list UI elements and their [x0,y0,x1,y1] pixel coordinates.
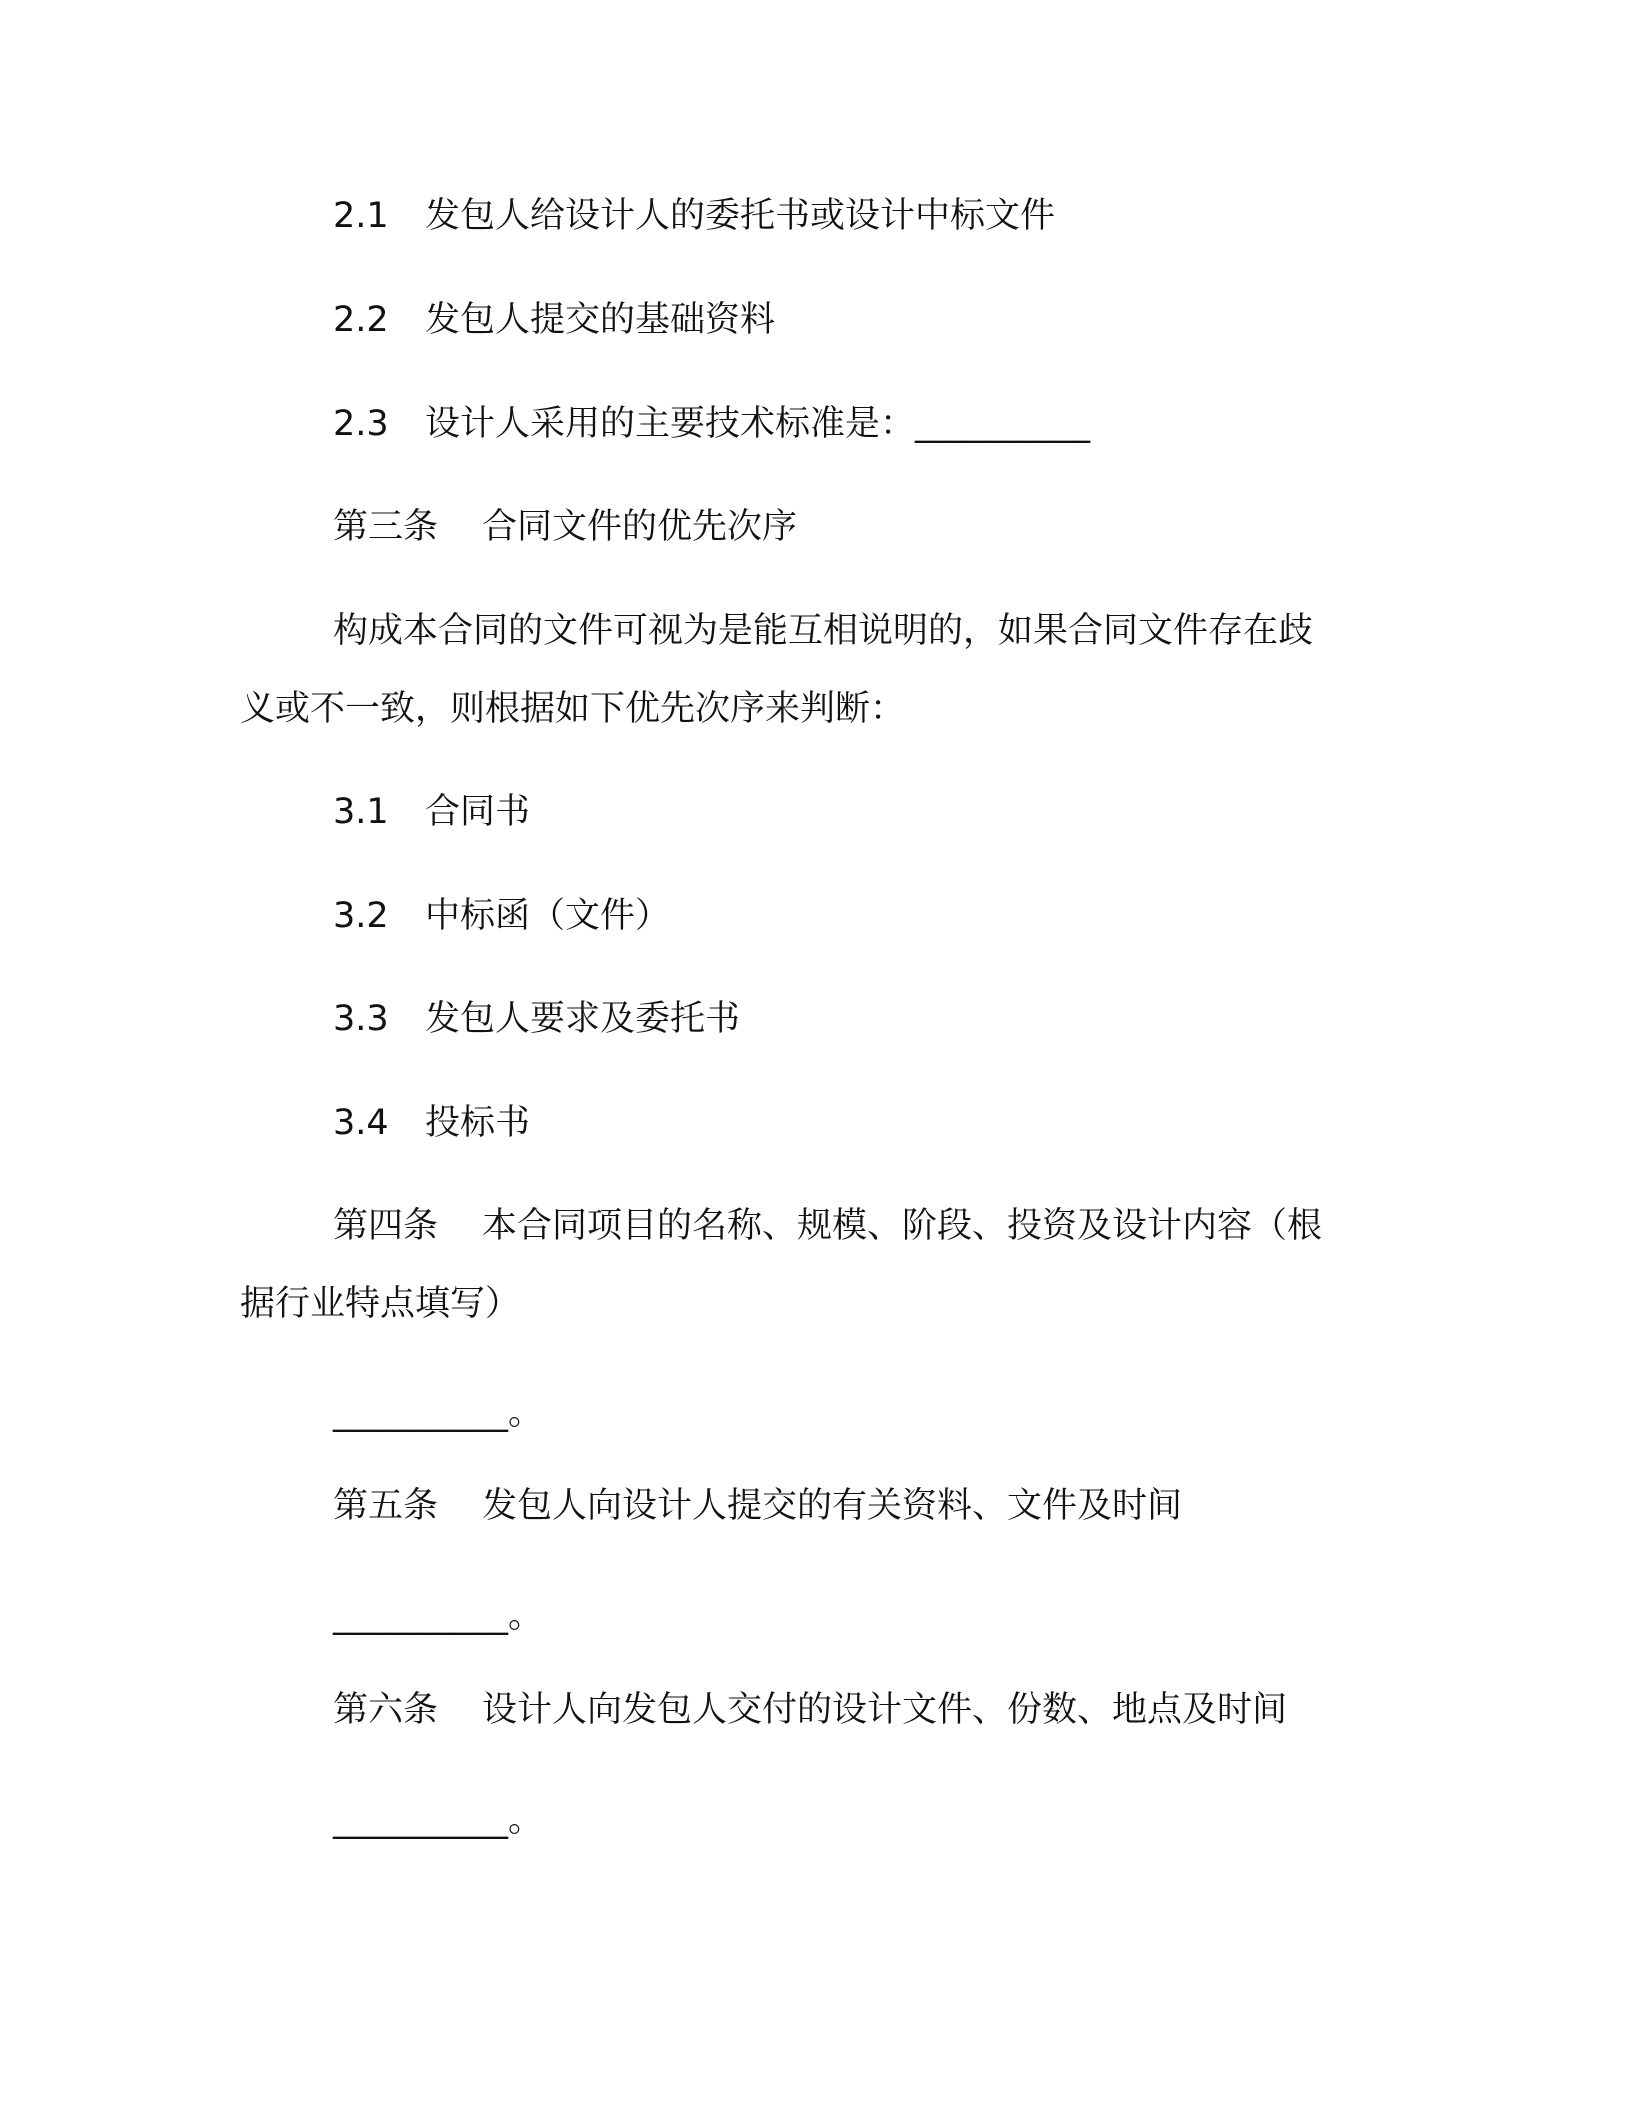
article-title: 发包人向设计人提交的有关资料、文件及时间 [482,1486,1183,1526]
article-4-blank: __________。 [333,1393,544,1433]
article-title: 合同文件的优先次序 [482,507,798,547]
article-5-blank: __________。 [333,1596,544,1636]
article-label: 第六条 [333,1690,439,1730]
article-label: 第三条 [333,507,439,547]
clause-number: 3.1 [333,792,389,832]
article-title: 设计人向发包人交付的设计文件、份数、地点及时间 [482,1690,1288,1730]
article-4-heading-line2: 据行业特点填写） [240,1284,521,1324]
clause-text: 发包人要求及委托书 [425,999,741,1039]
article-3-paragraph-line1: 构成本合同的文件可视为是能互相说明的，如果合同文件存在歧 [333,611,1314,651]
clause-text: 合同书 [425,792,531,832]
clause-number: 2.1 [333,196,389,236]
clause-text: 投标书 [425,1103,531,1143]
clause-number: 3.2 [333,896,389,936]
clause-number: 3.3 [333,999,389,1039]
clause-3-4 [333,1099,530,1147]
article-3-paragraph-line2: 义或不一致，则根据如下优先次序来判断： [240,689,906,729]
article-6-heading [333,1686,1287,1734]
clause-text: 发包人给设计人的委托书或设计中标文件 [425,196,1056,236]
clause-text: 设计人采用的主要技术标准是：__________ [425,404,1091,444]
clause-3-3 [333,995,740,1043]
article-6-blank: __________。 [333,1800,544,1840]
clause-number: 2.2 [333,300,389,340]
clause-2-2 [333,296,775,344]
clause-text: 中标函（文件） [425,896,671,936]
article-5-heading [333,1482,1182,1530]
clause-number: 2.3 [333,404,389,444]
clause-2-1 [333,192,1055,240]
article-title: 本合同项目的名称、规模、阶段、投资及设计内容（根 [482,1206,1323,1246]
clause-text: 发包人提交的基础资料 [425,300,776,340]
clause-3-2 [333,892,670,940]
clause-number: 3.4 [333,1103,389,1143]
clause-2-3 [333,400,1090,448]
article-label: 第四条 [333,1206,439,1246]
article-3-heading [333,503,797,551]
clause-3-1 [333,788,530,836]
article-label: 第五条 [333,1486,439,1526]
article-4-heading [333,1202,1322,1250]
